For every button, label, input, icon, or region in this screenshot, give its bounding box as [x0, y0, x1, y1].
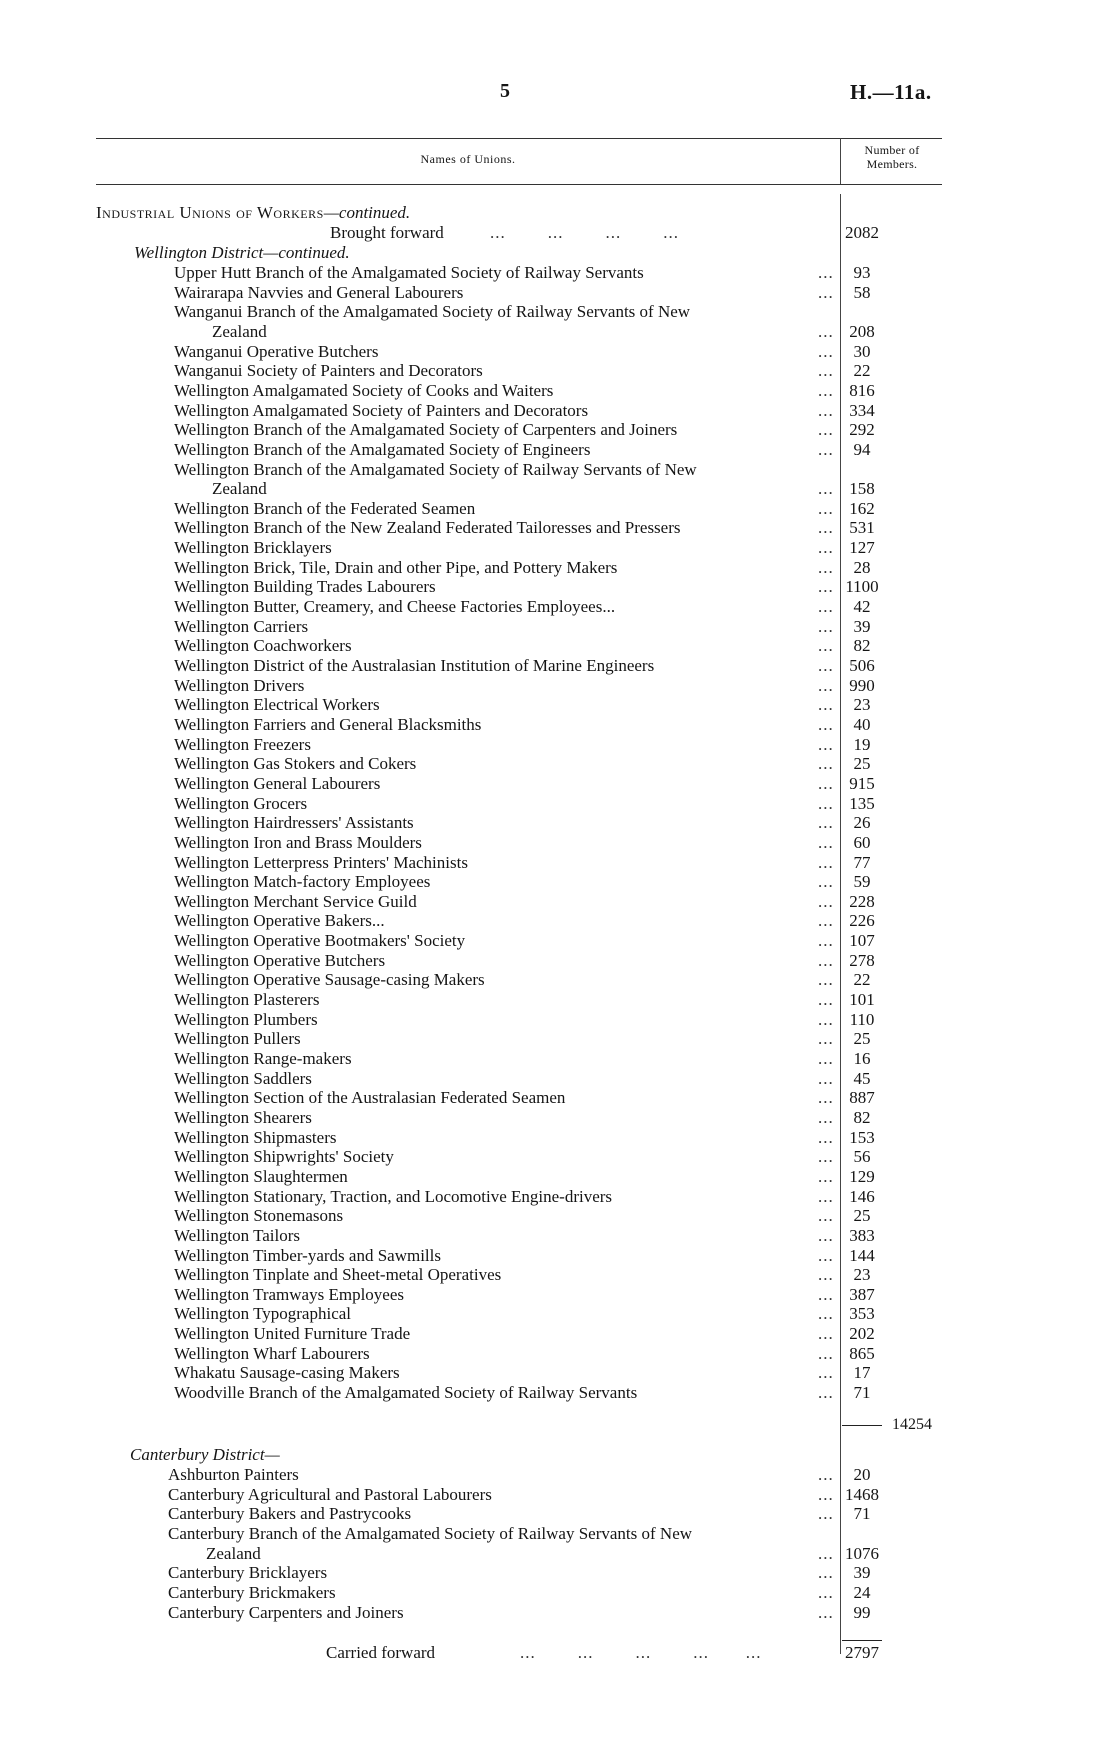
- brought-forward-value: 2082: [845, 223, 879, 242]
- leader-dots: ...: [818, 734, 834, 754]
- leader-dots: ...: [818, 636, 834, 656]
- union-name-continuation: Zealand: [212, 479, 267, 499]
- member-count: 990: [849, 675, 875, 695]
- union-name: Wellington Hairdressers' Assistants: [174, 813, 414, 833]
- member-count: 42: [853, 597, 871, 617]
- leader-dots: ...: [818, 1284, 834, 1304]
- leader-dots: ...: [818, 1602, 834, 1622]
- member-count: 1100: [845, 577, 879, 597]
- leader-dots: ...: [818, 1265, 834, 1285]
- union-name: Wellington Operative Bootmakers' Society: [174, 931, 466, 951]
- leader-dots: ...: [818, 321, 834, 341]
- union-name: Wellington Branch of the New Zealand Federated Tailoresses and Pressers: [174, 518, 681, 538]
- union-name: Whakatu Sausage-casing Makers: [174, 1363, 400, 1383]
- member-count: 25: [853, 754, 871, 774]
- member-count: 278: [849, 950, 875, 970]
- header-number-line1: Number of: [864, 143, 920, 157]
- member-count: 334: [849, 400, 875, 420]
- wellington-subtotal: 14254: [892, 1416, 932, 1433]
- member-count: 915: [849, 773, 875, 793]
- union-name: Wellington Plumbers: [174, 1009, 318, 1029]
- column-separator-body: [840, 194, 841, 1654]
- leader-dots: ...: [818, 773, 834, 793]
- leader-dots: ...: [818, 1363, 834, 1383]
- leader-dots: ...: [818, 1465, 834, 1484]
- member-count: 228: [849, 891, 875, 911]
- leader-dots: ...: [818, 263, 834, 282]
- leader-dots: ...: [818, 813, 834, 833]
- leader-dots: ...: [818, 341, 834, 361]
- union-name: Wellington Operative Butchers: [174, 950, 386, 970]
- member-count: 135: [849, 793, 875, 813]
- member-count: 292: [849, 420, 875, 440]
- member-count: 16: [853, 1049, 871, 1068]
- leader-dots: ...: [818, 832, 834, 852]
- district-title: Wellington District: [134, 243, 264, 262]
- member-count: 153: [849, 1127, 875, 1147]
- section-title: Industrial Unions of Workers: [96, 203, 324, 222]
- brought-forward-dots: ... ... ... ...: [490, 223, 679, 242]
- union-name: Wellington Wharf Labourers: [174, 1343, 370, 1363]
- leader-dots: ...: [818, 616, 834, 636]
- member-count: 816: [849, 380, 875, 400]
- union-name: Wellington Shipwrights' Society: [174, 1147, 394, 1167]
- member-count: 23: [853, 695, 871, 715]
- member-count: 58: [853, 282, 871, 302]
- leader-dots: ...: [818, 420, 834, 440]
- member-count: 1076: [845, 1543, 879, 1563]
- union-name: Wellington United Furniture Trade: [174, 1324, 411, 1344]
- member-count: 71: [853, 1504, 871, 1524]
- leader-dots: ...: [818, 518, 834, 538]
- union-name-continuation: Zealand: [212, 321, 267, 341]
- union-name: Wellington Farriers and General Blacksmiths: [174, 714, 482, 734]
- leader-dots: ...: [818, 597, 834, 617]
- leader-dots: ...: [818, 1088, 834, 1108]
- leader-dots: ...: [818, 872, 834, 892]
- column-separator-header: [840, 138, 841, 184]
- union-name: Wellington General Labourers: [174, 773, 381, 793]
- leader-dots: ...: [818, 656, 834, 675]
- union-name: Canterbury Branch of the Amalgamated Society of Railway Servants of New: [168, 1523, 693, 1543]
- member-count: 162: [849, 498, 875, 518]
- leader-dots: ...: [818, 479, 834, 499]
- union-name: Wellington Merchant Service Guild: [174, 891, 417, 911]
- member-count: 39: [853, 1563, 871, 1583]
- member-count: 506: [849, 656, 875, 675]
- leader-dots: ...: [818, 577, 834, 597]
- leader-dots: ...: [818, 361, 834, 381]
- union-name: Canterbury Agricultural and Pastoral Labourers: [168, 1484, 492, 1504]
- union-name: Wellington Grocers: [174, 793, 308, 813]
- union-name: Wellington Carriers: [174, 616, 309, 636]
- leader-dots: ...: [818, 1127, 834, 1147]
- leader-dots: ...: [818, 1068, 834, 1088]
- union-name: Wellington Timber-yards and Sawmills: [174, 1245, 441, 1265]
- leader-dots: ...: [818, 1383, 834, 1403]
- union-name: Wellington Saddlers: [174, 1068, 312, 1088]
- member-count: 208: [849, 321, 875, 341]
- union-name: Wellington Section of the Australasian Federated Seamen: [174, 1088, 566, 1108]
- leader-dots: ...: [818, 793, 834, 813]
- member-count: 226: [849, 911, 875, 931]
- member-count: 144: [849, 1245, 875, 1265]
- leader-dots: ...: [818, 400, 834, 420]
- union-name: Wellington Butter, Creamery, and Cheese Factories Employees...: [174, 597, 616, 617]
- union-name: Wellington Range-makers: [174, 1049, 352, 1068]
- member-count: 25: [853, 1206, 871, 1226]
- carried-forward-value: 2797: [845, 1643, 879, 1662]
- leader-dots: ...: [818, 538, 834, 558]
- header-rule-bottom: [96, 184, 942, 185]
- member-count: 202: [849, 1324, 875, 1344]
- district-heading-wellington: [134, 243, 350, 262]
- union-name: Wellington Tinplate and Sheet-metal Operatives: [174, 1265, 502, 1285]
- union-name: Wellington Freezers: [174, 734, 311, 754]
- union-name: Wellington Brick, Tile, Drain and other Pipe, and Pottery Makers: [174, 557, 618, 577]
- district-title: Canterbury District: [130, 1445, 265, 1464]
- union-name: Upper Hutt Branch of the Amalgamated Society of Railway Servants: [174, 263, 644, 282]
- union-name: Wellington Match-factory Employees: [174, 872, 431, 892]
- leader-dots: ...: [818, 1206, 834, 1226]
- leader-dots: ...: [818, 1186, 834, 1206]
- header-names-column: Names of Unions.: [420, 152, 516, 166]
- section-title-suffix: —continued.: [323, 203, 411, 222]
- district-title-suffix: —continued.: [263, 243, 350, 262]
- leader-dots: ...: [818, 970, 834, 990]
- leader-dots: ...: [818, 439, 834, 459]
- member-count: 20: [853, 1465, 871, 1484]
- member-count: 71: [853, 1383, 871, 1403]
- subtotal-rule: [842, 1425, 882, 1426]
- union-name: Wellington Letterpress Printers' Machinists: [174, 852, 468, 872]
- union-name: Wellington Stationary, Traction, and Locomotive Engine-drivers: [174, 1186, 613, 1206]
- union-name: Wanganui Operative Butchers: [174, 341, 379, 361]
- carried-forward-label: Carried forward: [326, 1643, 436, 1662]
- page-number: 5: [500, 80, 510, 102]
- member-count: 22: [853, 970, 871, 990]
- union-name: Wellington Branch of the Federated Seamen: [174, 498, 476, 518]
- member-count: 40: [853, 714, 871, 734]
- union-name: Wellington Shearers: [174, 1107, 312, 1127]
- member-count: 353: [849, 1304, 875, 1324]
- member-count: 77: [853, 852, 871, 872]
- leader-dots: ...: [818, 891, 834, 911]
- union-name: Wellington Electrical Workers: [174, 695, 380, 715]
- union-name: Wellington Amalgamated Society of Cooks and Waiters: [174, 380, 554, 400]
- union-name: Wellington Branch of the Amalgamated Society of Engineers: [174, 439, 591, 459]
- member-count: 107: [849, 931, 875, 951]
- leader-dots: ...: [818, 714, 834, 734]
- member-count: 101: [849, 990, 875, 1010]
- leader-dots: ...: [818, 990, 834, 1010]
- union-name: Ashburton Painters: [168, 1465, 299, 1484]
- leader-dots: ...: [818, 950, 834, 970]
- member-count: 94: [853, 439, 871, 459]
- member-count: 93: [853, 263, 871, 282]
- union-name: Canterbury Bricklayers: [168, 1563, 328, 1583]
- leader-dots: ...: [818, 1304, 834, 1324]
- member-count: 82: [853, 1107, 871, 1127]
- leader-dots: ...: [818, 1009, 834, 1029]
- union-name: Wellington Iron and Brass Moulders: [174, 832, 422, 852]
- brought-forward-label: Brought forward: [330, 223, 444, 242]
- section-heading: [96, 203, 410, 222]
- leader-dots: ...: [818, 1029, 834, 1049]
- leader-dots: ...: [818, 498, 834, 518]
- leader-dots: ...: [818, 1504, 834, 1524]
- union-name: Woodville Branch of the Amalgamated Society of Railway Servants: [174, 1383, 638, 1403]
- member-count: 531: [849, 518, 875, 538]
- member-count: 887: [849, 1088, 875, 1108]
- union-name: Wellington Operative Sausage-casing Makers: [174, 970, 485, 990]
- union-name: Wellington Coachworkers: [174, 636, 352, 656]
- union-name: Wellington Operative Bakers...: [174, 911, 385, 931]
- union-name: Wellington Building Trades Labourers: [174, 577, 436, 597]
- union-name: Wellington Pullers: [174, 1029, 301, 1049]
- union-name-continuation: Zealand: [206, 1543, 261, 1563]
- leader-dots: ...: [818, 1245, 834, 1265]
- leader-dots: ...: [818, 1147, 834, 1167]
- member-count: 383: [849, 1225, 875, 1245]
- member-count: 59: [853, 872, 871, 892]
- union-name: Wanganui Society of Painters and Decorators: [174, 361, 483, 381]
- member-count: 45: [853, 1068, 871, 1088]
- district-title-suffix: —: [264, 1445, 280, 1464]
- member-count: 39: [853, 616, 871, 636]
- leader-dots: ...: [818, 1343, 834, 1363]
- leader-dots: ...: [818, 557, 834, 577]
- union-name: Canterbury Carpenters and Joiners: [168, 1602, 404, 1622]
- member-count: 146: [849, 1186, 875, 1206]
- leader-dots: ...: [818, 1225, 834, 1245]
- member-count: 387: [849, 1284, 875, 1304]
- leader-dots: ...: [818, 675, 834, 695]
- union-name: Wellington Gas Stokers and Cokers: [174, 754, 417, 774]
- member-count: 23: [853, 1265, 871, 1285]
- union-name: Wellington Tramways Employees: [174, 1284, 405, 1304]
- carried-forward-rule: [842, 1640, 882, 1641]
- member-count: 30: [853, 341, 871, 361]
- member-count: 56: [853, 1147, 871, 1167]
- union-name: Wellington Tailors: [174, 1225, 301, 1245]
- leader-dots: ...: [818, 754, 834, 774]
- leader-dots: ...: [818, 1166, 834, 1186]
- member-count: 17: [853, 1363, 871, 1383]
- union-name: Canterbury Brickmakers: [168, 1582, 336, 1602]
- leader-dots: ...: [818, 1563, 834, 1583]
- leader-dots: ...: [818, 1324, 834, 1344]
- district-heading-canterbury: [130, 1445, 280, 1464]
- union-name: Wellington Shipmasters: [174, 1127, 337, 1147]
- carried-forward-dots: ... ... ... ... ...: [520, 1643, 762, 1662]
- union-name: Wellington Plasterers: [174, 990, 320, 1010]
- leader-dots: ...: [818, 1484, 834, 1504]
- union-name: Wellington Amalgamated Society of Painters and Decorators: [174, 400, 589, 420]
- member-count: 82: [853, 636, 871, 656]
- member-count: 865: [849, 1343, 875, 1363]
- union-name: Canterbury Bakers and Pastrycooks: [168, 1504, 412, 1524]
- member-count: 1468: [845, 1484, 879, 1504]
- union-name: Wellington Bricklayers: [174, 538, 332, 558]
- leader-dots: ...: [818, 911, 834, 931]
- member-count: 158: [849, 479, 875, 499]
- union-name: Wellington Typographical: [174, 1304, 352, 1324]
- member-count: 110: [849, 1009, 875, 1029]
- union-name: Wellington Drivers: [174, 675, 305, 695]
- union-name: Wellington Branch of the Amalgamated Society of Railway Servants of New: [174, 459, 697, 479]
- member-count: 25: [853, 1029, 871, 1049]
- leader-dots: ...: [818, 282, 834, 302]
- leader-dots: ...: [818, 852, 834, 872]
- header-number-column: [842, 143, 942, 171]
- document-reference: H.—11a.: [850, 80, 932, 104]
- member-count: 22: [853, 361, 871, 381]
- member-count: 26: [853, 813, 871, 833]
- union-name: Wellington Branch of the Amalgamated Society of Carpenters and Joiners: [174, 420, 678, 440]
- member-count: 99: [853, 1602, 871, 1622]
- member-count: 60: [853, 832, 871, 852]
- union-name: Wairarapa Navvies and General Labourers: [174, 282, 464, 302]
- union-name: Wellington Slaughtermen: [174, 1166, 348, 1186]
- union-name: Wellington District of the Australasian Institution of Marine Engineers: [174, 656, 655, 675]
- member-count: 24: [853, 1582, 871, 1602]
- member-count: 19: [853, 734, 871, 754]
- leader-dots: ...: [818, 931, 834, 951]
- header-number-line2: Members.: [866, 157, 918, 171]
- header-rule-top: [96, 138, 942, 139]
- leader-dots: ...: [818, 1582, 834, 1602]
- leader-dots: ...: [818, 1049, 834, 1068]
- leader-dots: ...: [818, 1107, 834, 1127]
- union-name: Wellington Stonemasons: [174, 1206, 344, 1226]
- leader-dots: ...: [818, 380, 834, 400]
- member-count: 28: [853, 557, 871, 577]
- leader-dots: ...: [818, 695, 834, 715]
- union-name: Wanganui Branch of the Amalgamated Society of Railway Servants of New: [174, 302, 691, 322]
- member-count: 127: [849, 538, 875, 558]
- leader-dots: ...: [818, 1543, 834, 1563]
- member-count: 129: [849, 1166, 875, 1186]
